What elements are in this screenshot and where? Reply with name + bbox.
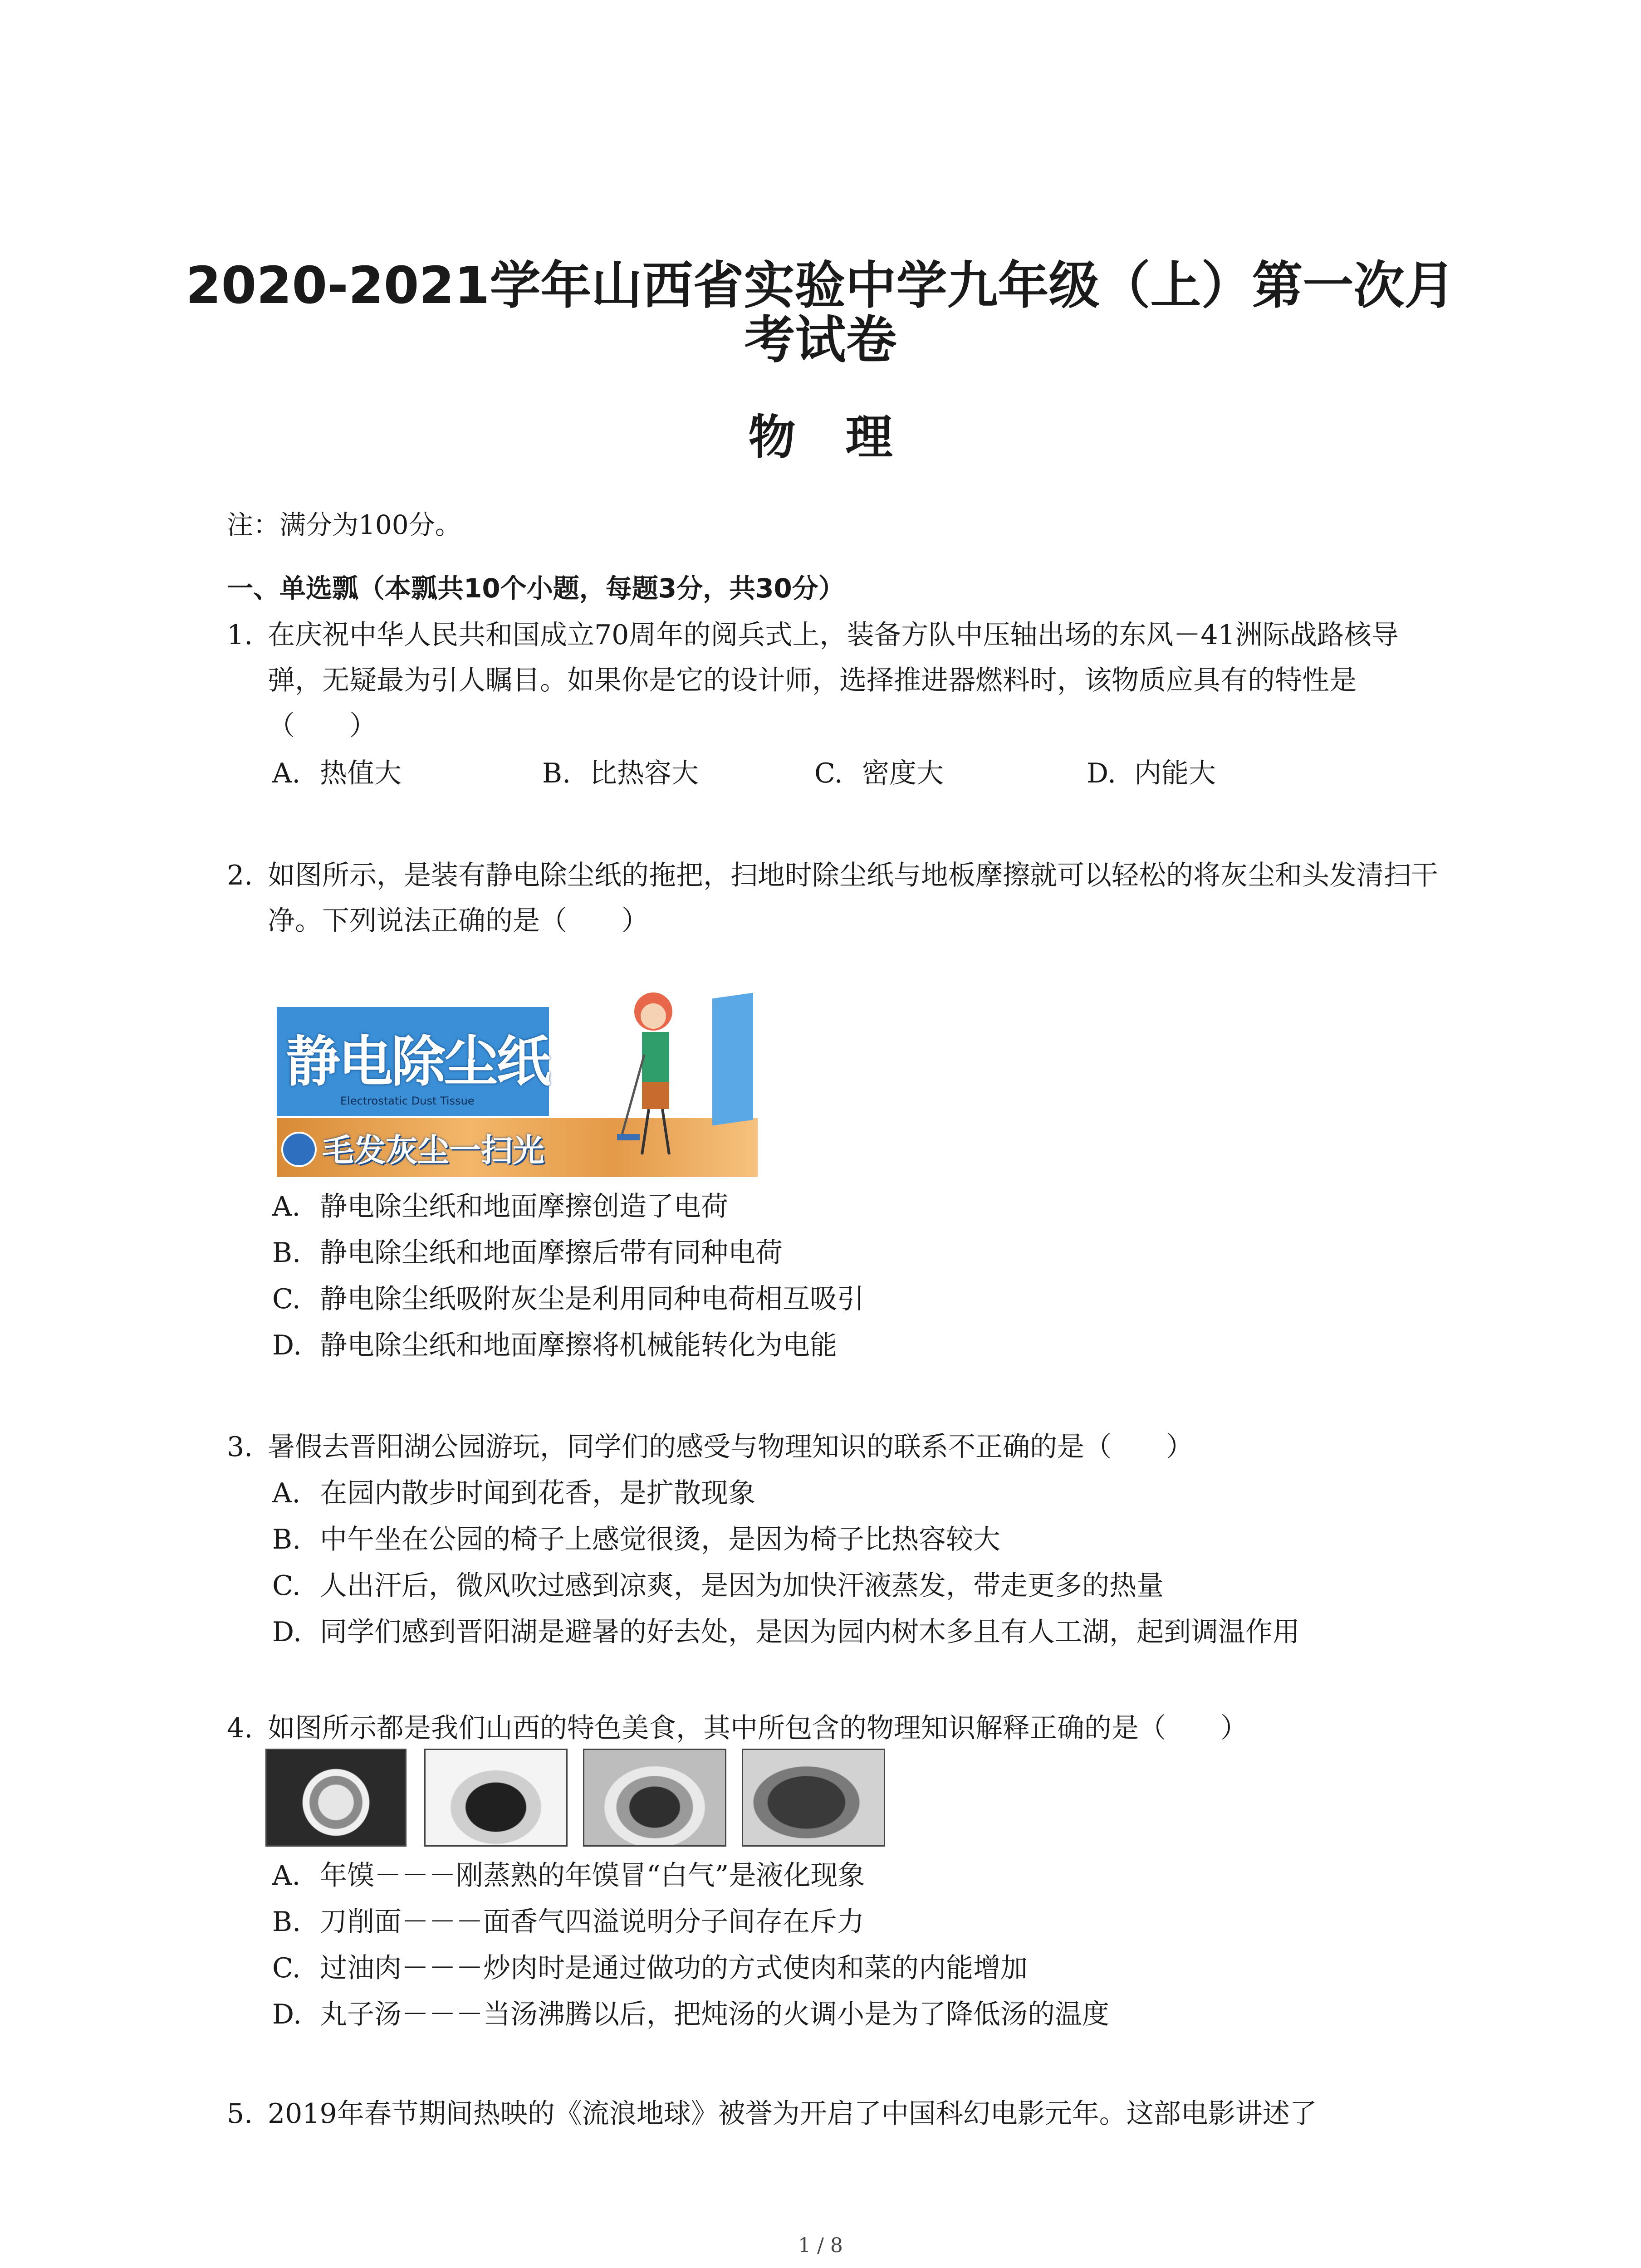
brand-logo-icon — [281, 1132, 317, 1167]
q2-option-c: C. 静电除尘纸吸附灰尘是利用同种电荷相互吸引 — [272, 1283, 864, 1315]
question-4 — [227, 1706, 1443, 1751]
q3-option-d: D. 同学们感到晋阳湖是避暑的好去处，是因为园内树木多且有人工湖，起到调温作用 — [272, 1616, 1300, 1648]
exam-title-line2: 考试卷 — [744, 311, 897, 370]
q4-option-c: C. 过油肉－－－炒肉时是通过做功的方式使肉和菜的内能增加 — [272, 1952, 1028, 1984]
q2-option-b: B. 静电除尘纸和地面摩擦后带有同种电荷 — [272, 1237, 783, 1269]
question-2 — [227, 853, 1443, 943]
score-note: 注：满分为100分。 — [227, 509, 461, 540]
q3-option-a: A. 在园内散步时闻到花香，是扩散现象 — [272, 1477, 755, 1509]
q1-option-b: B. 比热容大 — [542, 758, 699, 789]
page-number: 1 / 8 — [798, 2234, 843, 2257]
food-image-daoxiaomian — [424, 1749, 568, 1847]
q4-option-b: B. 刀削面－－－面香气四溢说明分子间存在斥力 — [272, 1906, 864, 1938]
q4-option-a: A. 年馍－－－刚蒸熟的年馍冒“白气”是液化现象 — [272, 1860, 865, 1892]
girl-mopping-icon — [617, 987, 708, 1177]
question-number: 4. — [227, 1712, 253, 1744]
q3-option-c: C. 人出汗后，微风吹过感到凉爽，是因为加快汗液蒸发，带走更多的热量 — [272, 1570, 1164, 1602]
q2-option-d: D. 静电除尘纸和地面摩擦将机械能转化为电能 — [272, 1330, 837, 1361]
question-stem: 在庆祝中华人民共和国成立70周年的阅兵式上，装备方队中压轴出场的东风－41洲际战路核导弹，无疑最为引人瞩目。如果你是它的设计师，选择推进器燃料时，该物质应具有的特性是（ ） — [268, 619, 1399, 742]
tissue-package — [712, 993, 753, 1126]
q4-option-d: D. 丸子汤－－－当汤沸腾以后，把炖汤的火调小是为了降低汤的温度 — [272, 1999, 1109, 2030]
question-stem: 2019年春节期间热映的《流浪地球》被誉为开启了中国科幻电影元年。这部电影讲述了 — [268, 2098, 1317, 2130]
question-3 — [227, 1424, 1443, 1470]
q2-option-a: A. 静电除尘纸和地面摩擦创造了电荷 — [272, 1191, 728, 1222]
question-stem: 如图所示，是装有静电除尘纸的拖把，扫地时除尘纸与地板摩擦就可以轻松的将灰尘和头发清扫干净。下列说法正确的是（ ） — [268, 860, 1438, 937]
product-english-name: Electrostatic Dust Tissue — [340, 1095, 475, 1107]
exam-title-line1: 2020-2021学年山西省实验中学九年级（上）第一次月 — [186, 256, 1455, 315]
dust-tissue-image — [272, 982, 767, 1182]
product-name: 静电除尘纸 — [286, 1031, 549, 1094]
question-1 — [227, 612, 1443, 748]
product-slogan: 毛发灰尘一扫光 — [322, 1132, 544, 1169]
question-number: 1. — [227, 619, 253, 651]
q1-option-d: D. 内能大 — [1087, 758, 1216, 789]
section-heading: 一、单选瓢（本瓢共10个小题，每题3分，共30分） — [227, 573, 845, 604]
q3-option-b: B. 中午坐在公园的椅子上感觉很烫，是因为椅子比热容较大 — [272, 1524, 1000, 1555]
question-5 — [227, 2091, 1443, 2136]
question-number: 3. — [227, 1431, 253, 1463]
q1-option-c: C. 密度大 — [814, 758, 944, 789]
question-number: 2. — [227, 860, 253, 891]
food-image-guoyourou — [583, 1749, 726, 1847]
question-number: 5. — [227, 2098, 253, 2130]
food-image-wanzitang — [742, 1749, 885, 1847]
question-stem: 如图所示都是我们山西的特色美食，其中所包含的物理知识解释正确的是（ ） — [268, 1712, 1248, 1744]
subject-title: 物理 — [748, 410, 943, 465]
food-image-nianmo — [265, 1749, 407, 1847]
question-stem: 暑假去晋阳湖公园游玩，同学们的感受与物理知识的联系不正确的是（ ） — [268, 1431, 1193, 1463]
q1-option-a: A. 热值大 — [272, 758, 402, 789]
